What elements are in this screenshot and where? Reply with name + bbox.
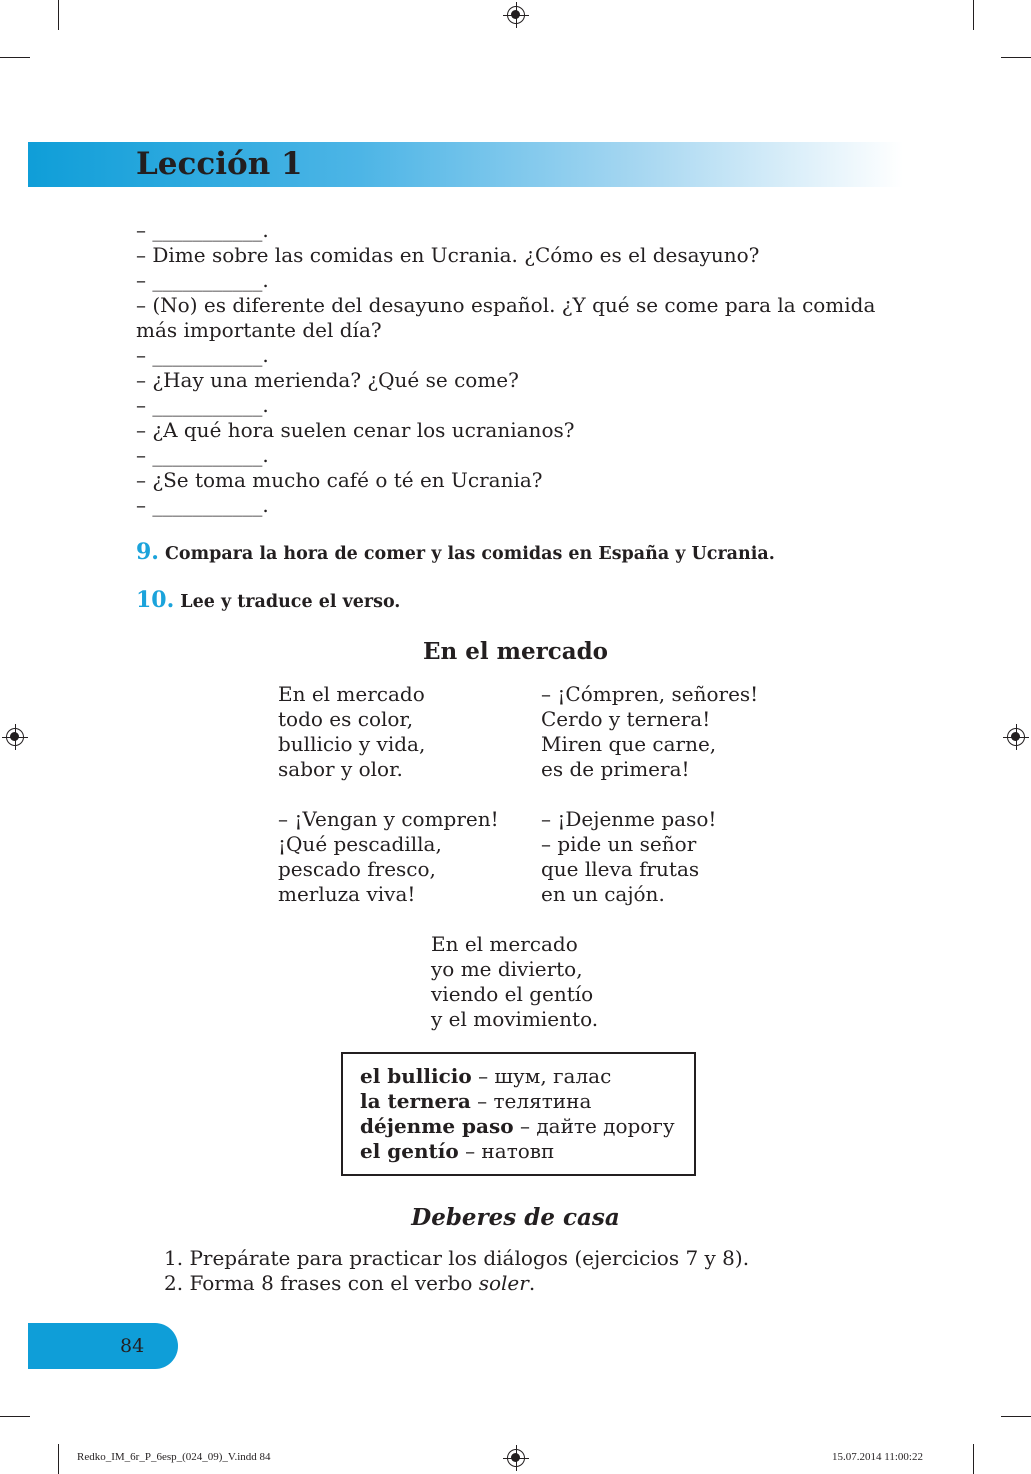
poem-line: pescado fresco,: [278, 857, 436, 881]
vocabulary-entry: [360, 1089, 694, 1114]
homework-list: [164, 1246, 749, 1296]
dialog-line: – ¿Hay una merienda? ¿Qué se come?: [136, 368, 519, 392]
print-slug-date: 15.07.2014 11:00:22: [832, 1451, 923, 1463]
poem-stanza: [278, 807, 499, 907]
poem-line: y el movimiento.: [431, 1007, 599, 1031]
poem-line: En el mercado: [278, 682, 425, 706]
homework-item-text: 2. Forma 8 frases con el verbo: [164, 1271, 479, 1295]
poem-line: – ¡Dejenme paso!: [541, 807, 717, 831]
homework-item: 1. Prepárate para practicar los diálogos (ejercicios 7 y 8).: [164, 1246, 750, 1270]
poem-line: En el mercado: [431, 932, 578, 956]
dialog-line: – ___________.: [136, 443, 269, 467]
poem-stanza: [541, 682, 758, 782]
crop-mark: [973, 1444, 974, 1474]
crop-mark: [1001, 57, 1031, 58]
poem-title: En el mercado: [422, 638, 609, 665]
poem-stanza: [278, 682, 425, 782]
crop-mark: [0, 1416, 30, 1417]
dialog-line: – ___________.: [136, 393, 269, 417]
crop-mark: [973, 0, 974, 30]
poem-stanza: [431, 932, 598, 1032]
dialog-exercise: [136, 218, 916, 518]
crop-mark: [58, 0, 59, 30]
poem-line: – ¡Vengan y compren!: [278, 807, 499, 831]
poem-line: sabor y olor.: [278, 757, 403, 781]
vocabulary-entry: [360, 1139, 694, 1164]
poem-line: que lleva frutas: [541, 857, 700, 881]
poem-line: – pide un señor: [541, 832, 697, 856]
homework-item: [164, 1271, 749, 1296]
page-number: 84: [120, 1335, 145, 1357]
poem-line: Cerdo y ternera!: [541, 707, 711, 731]
vocabulary-term: déjenme paso: [360, 1114, 514, 1138]
exercise-instruction: Compara la hora de comer y las comidas en España y Ucrania.: [164, 544, 775, 564]
vocabulary-term: el gentío: [360, 1139, 459, 1163]
exercise-10: [136, 588, 400, 614]
homework-title: Deberes de casa: [411, 1204, 620, 1231]
poem-line: yo me divierto,: [431, 957, 583, 981]
vocabulary-translation: – шум, галас: [471, 1064, 612, 1088]
poem-line: – ¡Cómpren, señores!: [541, 682, 759, 706]
vocabulary-term: la ternera: [360, 1089, 471, 1113]
crop-mark: [58, 1444, 59, 1474]
registration-mark-icon: [6, 728, 24, 746]
exercise-number: 9.: [136, 539, 159, 565]
dialog-line: – ___________.: [136, 218, 269, 242]
vocabulary-translation: – дайте дорогу: [513, 1114, 675, 1138]
lesson-title: Lección 1: [136, 146, 303, 182]
crop-mark: [0, 57, 30, 58]
vocabulary-box: [341, 1052, 696, 1176]
dialog-line: – ___________.: [136, 268, 269, 292]
registration-mark-icon: [1007, 728, 1025, 746]
poem-line: es de primera!: [541, 757, 690, 781]
vocabulary-entry: [360, 1114, 694, 1139]
poem-line: todo es color,: [278, 707, 414, 731]
vocabulary-term: el bullicio: [360, 1064, 472, 1088]
registration-mark-icon: [507, 1449, 525, 1467]
poem-line: viendo el gentío: [431, 982, 594, 1006]
dialog-line: – ___________.: [136, 493, 269, 517]
homework-item-end: .: [528, 1271, 536, 1295]
dialog-line: – (No) es diferente del desayuno español. ¿Y qué se come para la comida más importante del día?: [136, 293, 876, 342]
vocabulary-entry: [360, 1064, 694, 1089]
dialog-line: – ¿A qué hora suelen cenar los ucranianos?: [136, 418, 575, 442]
homework-verb: soler: [478, 1271, 529, 1295]
poem-line: bullicio y vida,: [278, 732, 426, 756]
poem-line: Miren que carne,: [541, 732, 717, 756]
print-slug-file: Redko_IM_6r_P_6esp_(024_09)_V.indd 84: [77, 1451, 271, 1463]
registration-mark-icon: [507, 6, 525, 24]
poem-line: en un cajón.: [541, 882, 665, 906]
vocabulary-translation: – телятина: [470, 1089, 592, 1113]
dialog-line: – ¿Se toma mucho café o té en Ucrania?: [136, 468, 543, 492]
exercise-number: 10.: [136, 587, 175, 613]
dialog-line: – ___________.: [136, 343, 269, 367]
dialog-line: – Dime sobre las comidas en Ucrania. ¿Cómo es el desayuno?: [136, 243, 760, 267]
poem-stanza: [541, 807, 716, 907]
vocabulary-translation: – натовп: [458, 1139, 555, 1163]
exercise-instruction: Lee y traduce el verso.: [180, 592, 401, 612]
crop-mark: [1001, 1416, 1031, 1417]
poem-line: merluza viva!: [278, 882, 416, 906]
exercise-9: [136, 540, 775, 566]
poem-line: ¡Qué pescadilla,: [278, 832, 442, 856]
